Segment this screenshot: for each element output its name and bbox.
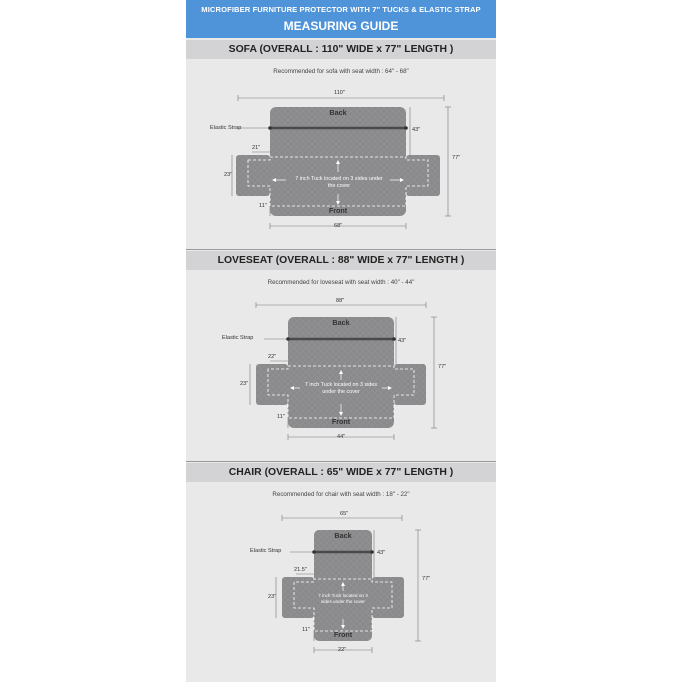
loveseat-length-label: 77": [438, 364, 447, 370]
chair-front-label: Front: [333, 630, 353, 639]
sofa-back-label: Back: [329, 108, 347, 117]
chair-back-depth-label: 43": [377, 550, 386, 556]
loveseat-seat-width-label: 44": [337, 434, 346, 440]
sofa-tuck-note: 7 inch Tuck located on 3 sides under the cover: [295, 176, 383, 189]
chair-length-label: 77": [422, 576, 431, 582]
chair-right-arm-panel: [372, 577, 404, 618]
chair-tuck-note: 7 inch Tuck located on 3 sides under the cover: [318, 593, 368, 604]
chair-arm-width-label: 21.5": [294, 567, 307, 573]
sofa-arm-length-label: 23": [224, 172, 233, 178]
loveseat-recommendation: Recommended for loveseat with seat width : 40" - 44": [267, 279, 415, 286]
sofa-length-label: 77": [452, 155, 461, 161]
chair-recommendation: Recommended for chair with seat width : 18" - 22": [272, 491, 410, 498]
chair-left-arm-panel: [282, 577, 314, 618]
sofa-section-title: SOFA (OVERALL : 110" WIDE x 77" LENGTH ): [186, 40, 496, 59]
sofa-arm-width-label: 21": [252, 145, 261, 151]
chair-diagram: [186, 0, 496, 682]
loveseat-back-label: Back: [332, 318, 350, 327]
sofa-back-depth-label: 43": [412, 127, 421, 133]
chair-seat-width-label: 22": [338, 647, 347, 653]
loveseat-tuck-note: 7 inch Tuck located on 3 sides under the cover: [304, 382, 378, 395]
loveseat-title-text: LOVESEAT (OVERALL : 88" WIDE x 77" LENGTH ): [217, 255, 465, 266]
chair-front-flap-label: 11": [302, 627, 310, 633]
measuring-guide: [186, 0, 496, 682]
loveseat-strap-label: Elastic Strap: [222, 335, 254, 341]
chair-back-label: Back: [334, 531, 352, 540]
chair-strap-label: Elastic Strap: [250, 548, 282, 554]
loveseat-back-depth-label: 43": [398, 338, 407, 344]
header-guide-title: MEASURING GUIDE: [283, 19, 399, 33]
sofa-strap-label: Elastic Strap: [210, 125, 242, 131]
sofa-seat-width-label: 68": [334, 223, 343, 229]
loveseat-arm-width-label: 22": [268, 354, 277, 360]
chair-width-label: 65": [340, 511, 349, 517]
sofa-width-label: 110": [334, 90, 345, 96]
loveseat-front-flap-label: 11": [277, 414, 285, 420]
sofa-recommendation: Recommended for sofa with seat width : 64" - 68": [273, 68, 409, 75]
loveseat-arm-length-label: 23": [240, 381, 249, 387]
loveseat-front-label: Front: [331, 417, 351, 426]
chair-title-text: CHAIR (OVERALL : 65" WIDE x 77" LENGTH ): [228, 467, 454, 478]
loveseat-width-label: 88": [336, 298, 345, 304]
sofa-front-flap-label: 11": [259, 203, 267, 209]
chair-arm-length-label: 23": [268, 594, 277, 600]
header-product-title: MICROFIBER FURNITURE PROTECTOR WITH 7" TUCKS & ELASTIC STRAP: [201, 5, 481, 14]
sofa-front-label: Front: [328, 206, 348, 215]
